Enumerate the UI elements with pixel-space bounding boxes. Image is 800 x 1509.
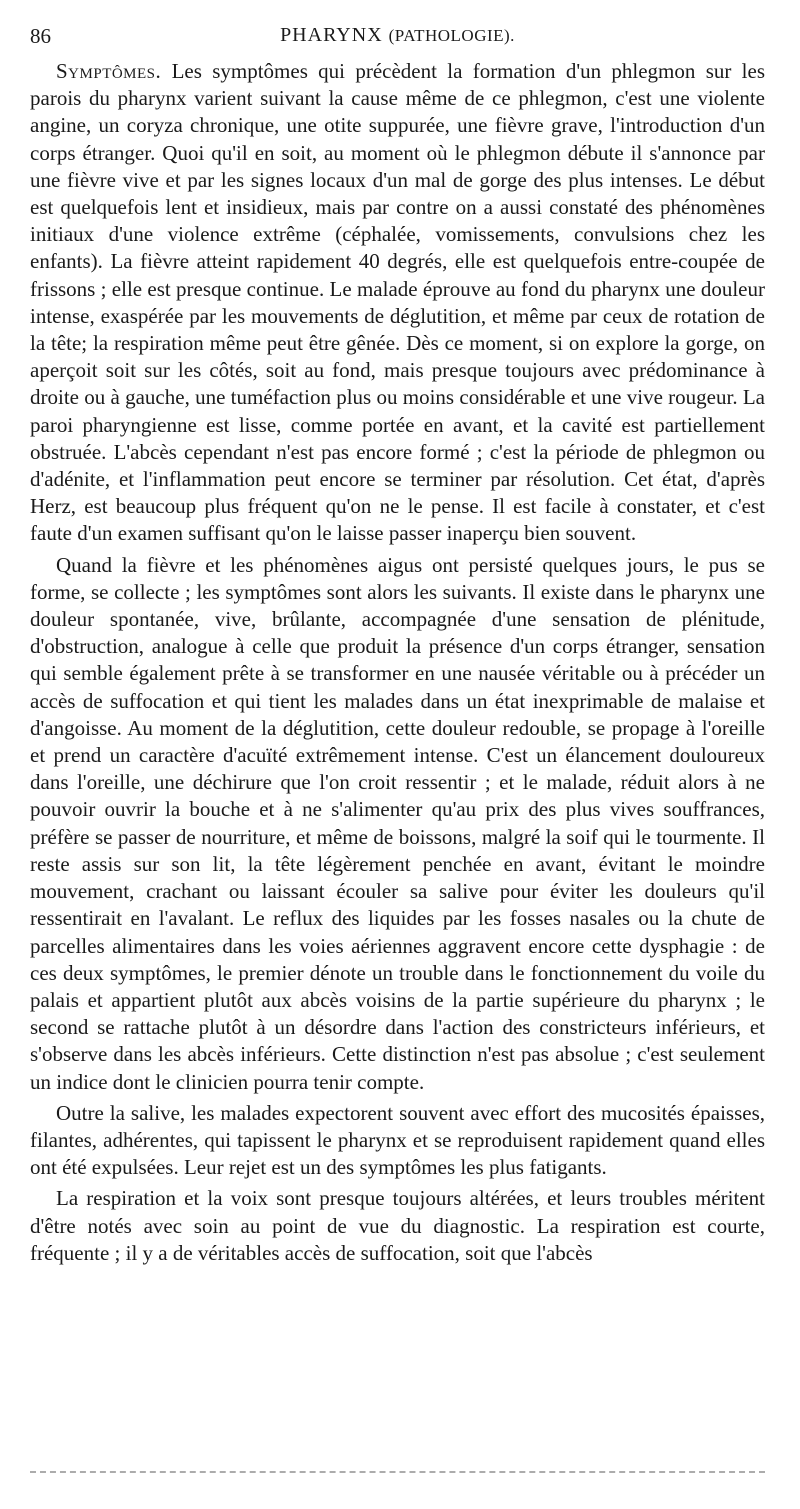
- running-title: [30, 24, 765, 47]
- running-header: [30, 22, 765, 52]
- page-number: 86: [30, 24, 51, 48]
- paragraph-respiration: [30, 1185, 765, 1267]
- document-page: [30, 22, 765, 1267]
- paragraph-text: Les symptômes qui précèdent la formation d'un phlegmon sur les parois du pharynx varient suivant la cause même de ce phlegmon, c'est une violente angine, un coryza chronique, une otite suppurée, une fièvre grave, l'introduction d'un corps étranger. Quoi qu'il en soit, au moment où le phlegmon débute il s'annonce par une fièvre vive et par les signes locaux d'un mal de gorge des plus intenses. Le début est quelquefois lent et insidieux, mais par contre on a aussi constaté des phénomènes initiaux d'une violence extrême (céphalée, vomissements, convulsions chez les enfants). La fièvre atteint rapidement 40 degrés, elle est quelquefois entre-coupée de frissons ; elle est presque continue. Le malade éprouve au fond du pharynx une douleur intense, exaspérée par les mouvements de déglutition, et même par ceux de rotation de la tête; la respiration même peut être gênée. Dès ce moment, si on explore la gorge, on aperçoit soit sur les côtés, soit au fond, mais presque toujours avec prédominance à droite ou à gauche, une tuméfaction plus ou moins considérable et une vive rougeur. La paroi pharyngienne est lisse, comme portée en avant, et la cavité est partiellement obstruée. L'abcès cependant n'est pas encore formé ; c'est la période de phlegmon ou d'adénite, et l'inflammation peut encore se terminer par résolution. Cet état, d'après Herz, est beaucoup plus fréquent qu'on ne le pense. Il est facile à constater, et c'est faute d'un examen suffisant qu'on le laisse passer inaperçu bien souvent.: [30, 59, 765, 546]
- running-title-main: PHARYNX: [280, 24, 383, 46]
- section-lead: Symptômes.: [56, 59, 162, 83]
- paragraph-text: Outre la salive, les malades expectorent souvent avec effort des mucosités épaisses, filantes, adhérentes, qui tapissent le pharynx et se reproduisent rapidement quand elles ont été expulsées. Leur rejet est un des symptômes les plus fatigants.: [30, 1100, 765, 1180]
- paragraph-expectoration: [30, 1100, 765, 1182]
- body-text: [30, 58, 765, 1267]
- bottom-rule: [30, 1471, 765, 1473]
- paragraph-symptoms: [30, 58, 765, 548]
- running-title-sub: (PATHOLOGIE).: [388, 26, 515, 45]
- paragraph-pus-formation: [30, 552, 765, 1096]
- paragraph-text: Quand la fièvre et les phénomènes aigus ont persisté quelques jours, le pus se forme, se collecte ; les symptômes sont alors les suivants. Il existe dans le pharynx une douleur spontanée, vive, brûlante, accompagnée d'une sensation de plénitude, d'obstruction, analogue à celle que produit la présence d'un corps étranger, sensation qui semble également prête à se transformer en une nausée véritable ou à précéder un accès de suffocation et qui tient les malades dans un état inexprimable de malaise et d'angoisse. Au moment de la déglutition, cette douleur redouble, se propage à l'oreille et prend un caractère d'acuïté extrêmement intense. C'est un élancement douloureux dans l'oreille, une déchirure que l'on croit ressentir ; et le malade, réduit alors à ne pouvoir ouvrir la bouche et à ne s'alimenter qu'au prix des plus vives souffrances, préfère se passer de nourriture, et même de boissons, malgré la soif qui le tourmente. Il reste assis sur son lit, la tête légèrement penchée en avant, évitant le moindre mouvement, crachant ou laissant écouler sa salive pour éviter les douleurs qu'il ressentirait en l'avalant. Le reflux des liquides par les fosses nasales ou la chute de parcelles alimentaires dans les voies aériennes aggravent encore cette dysphagie : de ces deux symptômes, le premier dénote un trouble dans le fonctionnement du voile du palais et appartient plutôt aux abcès voisins de la partie supérieure du pharynx ; le second se rattache plutôt à un désordre dans l'action des constricteurs inférieurs, et s'observe dans les abcès inférieurs. Cette distinction n'est pas absolue ; c'est seulement un indice dont le clinicien pourra tenir compte.: [30, 552, 765, 1094]
- paragraph-text: La respiration et la voix sont presque toujours altérées, et leurs troubles méritent d'être notés avec soin au point de vue du diagnostic. La respiration est courte, fréquente ; il y a de véritables accès de suffocation, soit que l'abcès: [30, 1186, 765, 1265]
